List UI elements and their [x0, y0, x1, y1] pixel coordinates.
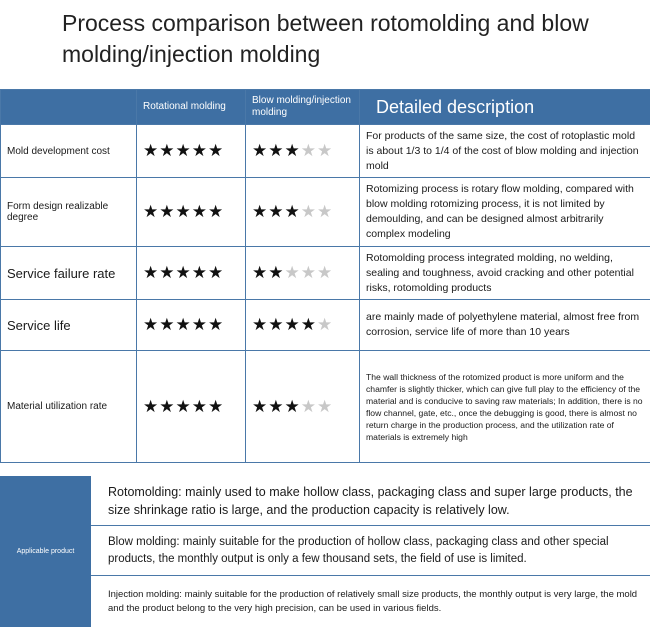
star-icon: ★★★ [252, 396, 301, 416]
blow-rating [246, 300, 360, 351]
star-icon: ★★★★★ [143, 396, 225, 416]
rotational-rating [137, 178, 246, 247]
rotational-rating [137, 125, 246, 178]
star-icon: ★★★★ [252, 315, 317, 334]
row-description: are mainly made of polyethylene material, almost free from corrosion, service life of more than 10 years [360, 300, 650, 351]
header-blow-injection-molding: Blow molding/injection molding [246, 90, 360, 125]
star-empty-icon: ★★★ [284, 263, 334, 282]
applicable-product-section [0, 476, 650, 627]
blow-rating [246, 351, 360, 463]
row-label: Material utilization rate [1, 351, 137, 463]
blow-rating [246, 125, 360, 178]
blow-molding-applicability: Blow molding: mainly suitable for the production of hollow class, packaging class and other special products, the monthly output is only a few thousand sets, the field of use is limited. [91, 526, 650, 576]
star-icon: ★★★ [252, 202, 301, 221]
star-icon: ★★ [252, 263, 285, 282]
comparison-table [0, 89, 650, 463]
row-description: The wall thickness of the rotomized product is more uniform and the chamfer is slightly thicker, which can give full play to the efficiency of the material and is conducive to saving raw materials; In addition, there is no flow channel, gate, etc., once the debugging is good, there is almost no return charge in the production process, and the utilization rate of materials is extremely high [360, 351, 650, 463]
header-detailed-description: Detailed description [360, 90, 650, 125]
row-label: Mold development cost [1, 125, 137, 178]
table-row [1, 125, 650, 178]
row-label: Service life [1, 300, 137, 351]
row-description: Rotomizing process is rotary flow molding, compared with blow molding rotomizing process, it is not limited by demoulding, and can be designed almost arbitrarily complex modeling [360, 178, 650, 247]
table-row [1, 247, 650, 300]
page-title: Process comparison between rotomolding and blow molding/injection molding [62, 10, 589, 67]
star-icon: ★★★★★ [143, 315, 225, 334]
applicable-product-label: Applicable product [0, 476, 91, 627]
rotomolding-applicability: Rotomolding: mainly used to make hollow class, packaging class and super large products, the size shrinkage ratio is large, and the production capacity is relatively low. [91, 476, 650, 526]
star-icon: ★★★★★ [143, 141, 225, 160]
blow-rating [246, 178, 360, 247]
star-icon: ★★★ [252, 141, 301, 160]
table-row [1, 351, 650, 463]
header-rotational-molding: Rotational molding [137, 90, 246, 125]
table-row [1, 300, 650, 351]
injection-molding-applicability: Injection molding: mainly suitable for the production of relatively small size products, the monthly output is very large, the mold and the product belong to the very high precision, can be used in various fields. [108, 588, 638, 614]
table-header-row [1, 90, 650, 125]
rotational-rating [137, 351, 246, 463]
row-label: Form design realizable degree [1, 178, 137, 247]
star-icon: ★★★★★ [143, 263, 225, 282]
star-empty-icon: ★★ [300, 396, 334, 416]
rotational-rating [137, 300, 246, 351]
row-label: Service failure rate [1, 247, 137, 300]
header-criterion [1, 90, 137, 125]
blow-rating [246, 247, 360, 300]
star-empty-icon: ★★ [300, 141, 334, 160]
row-description: For products of the same size, the cost of rotoplastic mold is about 1/3 to 1/4 of the cost of blow molding and injection mold [360, 125, 650, 178]
star-empty-icon: ★★ [300, 202, 334, 221]
rotational-rating [137, 247, 246, 300]
table-row [1, 178, 650, 247]
star-empty-icon: ★ [316, 315, 334, 334]
star-icon: ★★★★★ [143, 202, 225, 221]
row-description: Rotomolding process integrated molding, no welding, sealing and toughness, avoid cracking and other potential risks, rotomolding products [360, 247, 650, 300]
